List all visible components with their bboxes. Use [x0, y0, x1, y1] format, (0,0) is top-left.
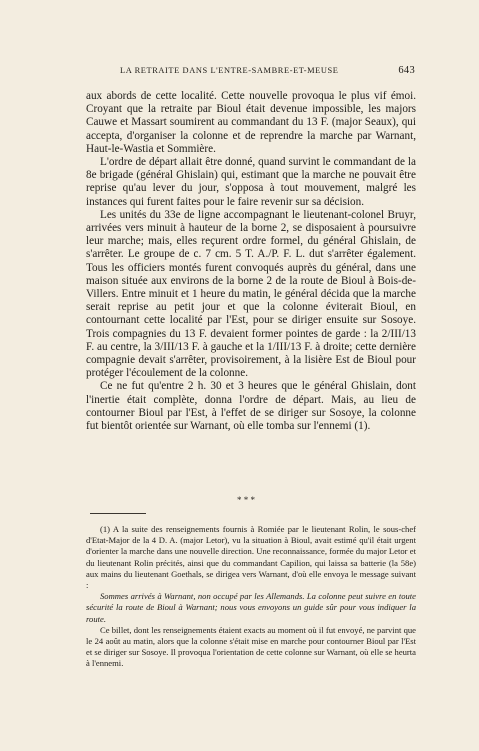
running-title: LA RETRAITE DANS L'ENTRE-SAMBRE-ET-MEUSE — [120, 66, 339, 75]
footnote-continuation: Ce billet, dont les renseignements étaient exacts au moment où il fut envoyé, ne parvint que le 24 août au matin, alors que la colonne s'était mise en marche pour contourner Bioul par l'Est et se diriger sur Sosoye. Il provoqua l'orientation de cette colonne sur Warnant, où elle se heurta à l'ennemi. — [86, 624, 416, 669]
footnote-1: (1) A la suite des renseignements fournis à Romiée par le lieutenant Rolin, le sous-chef d'Etat-Major de la 4 D. A. (major Letor), vu la situation à Bioul, avait estimé qu'il était urgent d'orienter la marche dans une nouvelle direction. Une reconnaissance, formée du major Letor et du lieutenant Rolin précités, ainsi que du commandant Capilion, qui laissa sa batterie (la 58e) aux mains du lieutenant Goethals, se dirigea vers Warnant, d'où elle envoya le message suivant : — [86, 524, 416, 591]
page-number: 643 — [398, 65, 415, 76]
paragraph-2: L'ordre de départ allait être donné, quand survint le commandant de la 8e brigade (général Ghislain) qui, estimant que la marche ne pouvait être reprise qu'au lever du jour, s'opposa à tout mouvement, malgré les instances qui furent faites pour le faire revenir sur sa décision. — [86, 156, 416, 208]
main-text — [86, 90, 416, 433]
section-asterism: * * * — [237, 495, 255, 505]
paragraph-1: aux abords de cette localité. Cette nouvelle provoqua le plus vif émoi. Croyant que la retraite par Bioul était devenue impossible, les majors Cauwe et Massart soumirent au commandant du 13 F. (major Seaux), qui accepta, d'organiser la colonne et de reprendre la marche par Warnant, Haut-le-Wastia et Sommière. — [86, 90, 416, 155]
footnote-separator — [90, 513, 146, 514]
footnotes — [86, 524, 416, 670]
footnote-quoted-message: Sommes arrivés à Warnant, non occupé par les Allemands. La colonne peut suivre en toute sécurité la route de Bioul à Warnant; nous vous envoyons un guide sûr pour vous indiquer la route. — [86, 591, 416, 624]
paragraph-4: Ce ne fut qu'entre 2 h. 30 et 3 heures que le général Ghislain, dont l'inertie était complète, donna l'ordre de départ. Mais, au lieu de contourner Bioul par l'Est, à l'effet de se diriger sur Sosoye, la colonne fut bientôt orientée sur Warnant, où elle tomba sur l'ennemi (1). — [86, 380, 416, 433]
paragraph-3: Les unités du 33e de ligne accompagnant le lieutenant-colonel Bruyr, arrivées vers minuit à hauteur de la borne 2, se disposaient à poursuivre leur marche; mais, elles reçurent ordre formel, du général Ghislain, de s'arrêter. Le groupe de c. 7 cm. 5 T. A./P. F. L. dut s'arrêter également. Tous les officiers montés furent convoqués auprès du général, dans une maison située aux environs de la borne 2 de la route de Bioul à Bois-de-Villers. Entre minuit et 1 heure du matin, le général décida que la marche serait reprise au petit jour et que la colonne éviterait Bioul, en contournant cette localité par l'Est, pour se diriger ensuite sur Sosoye. Trois compagnies du 13 F. devaient former pointes de garde : la 2/III/13 F. au centre, la 3/III/13 F. à gauche et la 1/III/13 F. à droite; cette dernière compagnie devait s'arrêter, provisoirement, à la lisière Est de Bioul pour protéger l'écoulement de la colonne. — [86, 208, 416, 380]
page-header — [0, 66, 479, 80]
